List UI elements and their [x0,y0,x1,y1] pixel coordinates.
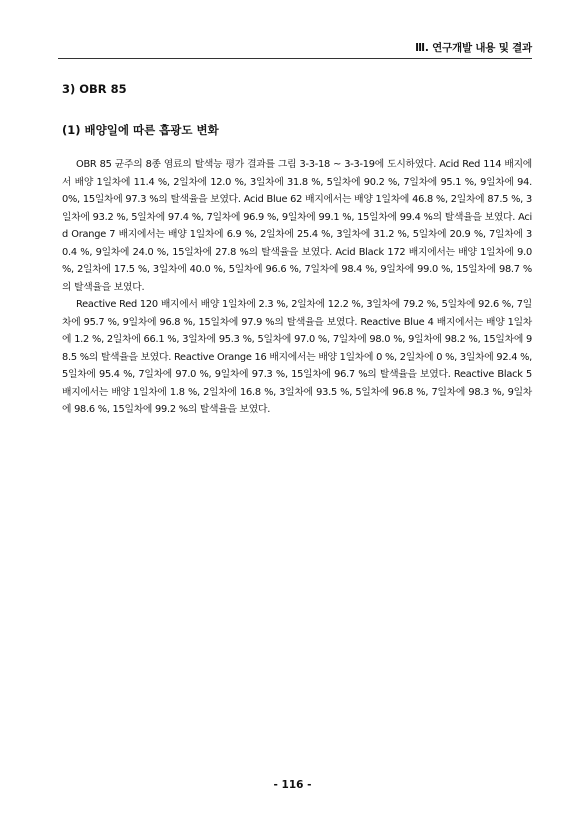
header-rule [58,58,532,59]
subsection-heading: (1) 배양일에 따른 흡광도 변화 [62,123,219,137]
paragraph-acid-dyes: OBR 85 균주의 8종 염료의 탈색능 평가 결과를 그림 3-3-18 ~ 3-3-19에 도시하였다. Acid Red 114 배지에서 배양 1일차에 11.4 %, 2일차에 12.0 %, 3일차에 31.8 %, 5일차에 90.2 %, 7일차에 95.1 %, 9일차에 94.0%, 15일차에 97.3 %의 탈색율을 보였다. Acid Blue 62 배지에서는 배양 1일차에 46.8 %, 2일차에 87.5 %, 3일차에 93.2 %, 5일차에 97.4 %, 7일차에 96.9 %, 9일차에 99.1 %, 15일차에 99.4 %의 탈색율을 보였다. Acid Orange 7 배지에서는 배양 1일차에 6.9 %, 2일차에 25.4 %, 3일차에 31.2 %, 5일차에 20.9 %, 7일차에 30.4 %, 9일차에 24.0 %, 15일차에 27.8 %의 탈색율을 보였다. Acid Black 172 배지에서는 배양 1일차에 9.0 %, 2일차에 17.5 %, 3일차에 40.0 %, 5일차에 96.6 %, 7일차에 98.4 %, 9일차에 99.0 %, 15일차에 98.7 %의 탈색율을 보였다. [62,159,532,293]
section-heading: 3) OBR 85 [62,82,127,96]
page-number: - 116 - [273,779,312,791]
paragraph-reactive-dyes: Reactive Red 120 배지에서 배양 1일차에 2.3 %, 2일차에 12.2 %, 3일차에 79.2 %, 5일차에 92.6 %, 7일차에 95.7 %, 9일차에 96.8 %, 15일차에 97.9 %의 탈색율을 보였다. Reactive Blue 4 배지에서는 배양 1일차에 1.2 %, 2일차에 66.1 %, 3일차에 95.3 %, 5일차에 97.0 %, 7일차에 98.0 %, 9일차에 98.2 %, 15일차에 98.5 %의 탈색율을 보였다. Reactive Orange 16 배지에서는 배양 1일차에 0 %, 2일차에 0 %, 3일차에 92.4 %, 5일차에 95.4 %, 7일차에 97.0 %, 9일차에 97.3 %, 15일차에 96.7 %의 탈색율을 보였다. Reactive Black 5 배지에서는 배양 1일차에 1.8 %, 2일차에 16.8 %, 3일차에 93.5 %, 5일차에 96.8 %, 7일차에 98.3 %, 9일차에 98.6 %, 15일차에 99.2 %의 탈색율을 보였다. [62,299,532,415]
running-header: Ⅲ. 연구개발 내용 및 결과 [415,42,532,54]
body-text [62,156,532,419]
